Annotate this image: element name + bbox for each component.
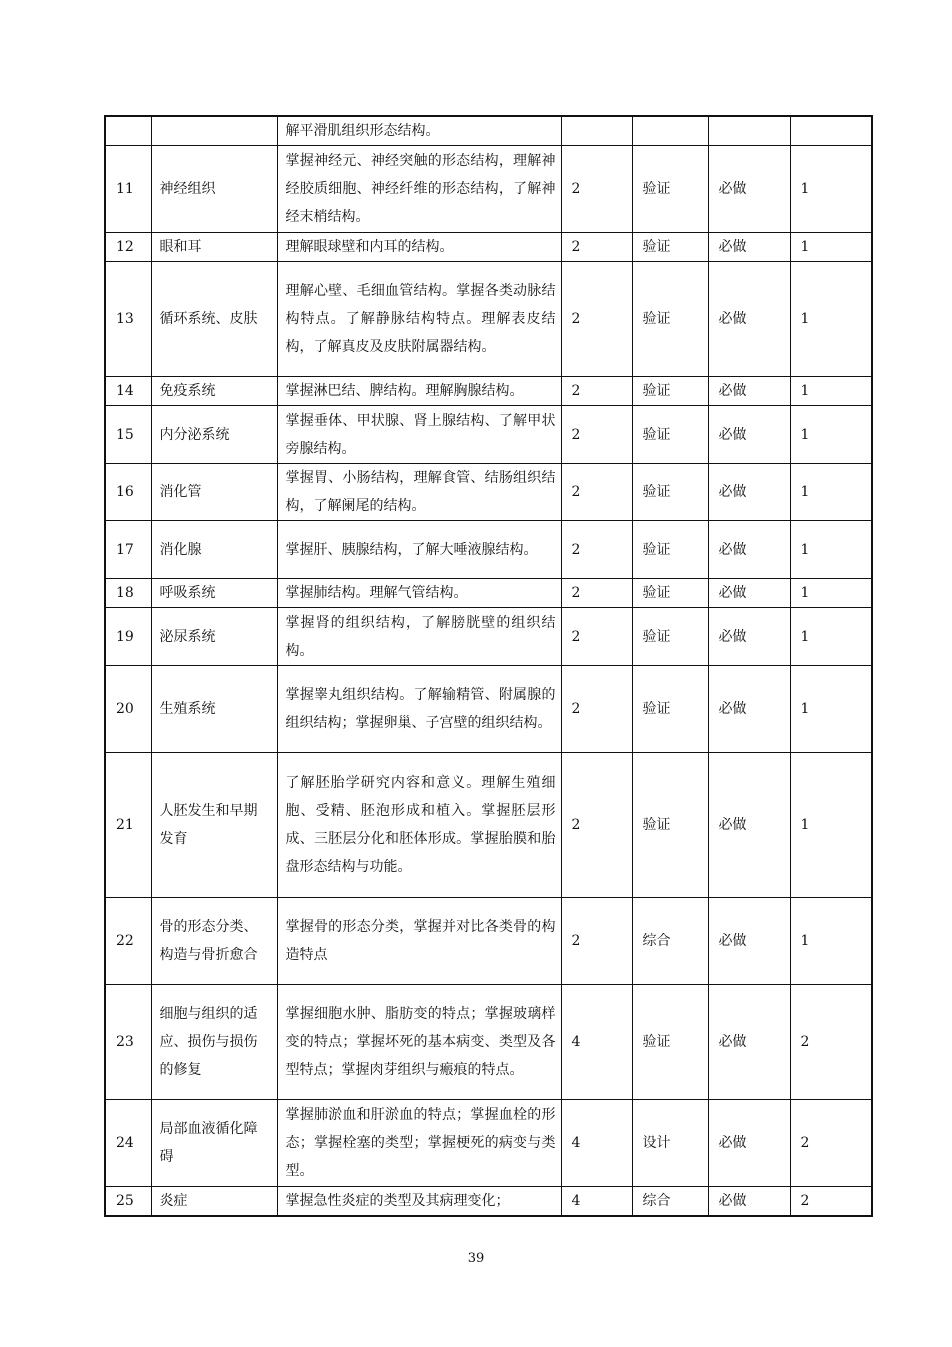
table-row	[105, 579, 872, 608]
page-number: 39	[467, 1251, 485, 1266]
experiment-type-cell	[632, 116, 708, 146]
row-number-cell: 14	[105, 377, 151, 406]
group-size-cell: 1	[790, 146, 872, 233]
experiment-name-cell: 眼和耳	[151, 233, 277, 262]
table-row	[105, 464, 872, 521]
group-size-cell: 1	[790, 579, 872, 608]
experiment-content-cell: 掌握睾丸组织结构。了解输精管、附属腺的组织结构；掌握卵巢、子宫壁的组织结构。	[277, 666, 561, 753]
experiment-name-cell: 免疫系统	[151, 377, 277, 406]
experiment-name-cell: 生殖系统	[151, 666, 277, 753]
row-number-cell	[105, 116, 151, 146]
row-number-cell: 11	[105, 146, 151, 233]
requirement-cell: 必做	[708, 406, 790, 464]
hours-cell: 2	[561, 898, 632, 985]
experiment-name-cell: 炎症	[151, 1187, 277, 1217]
experiment-type-cell: 验证	[632, 608, 708, 666]
requirement-cell: 必做	[708, 464, 790, 521]
experiment-content-cell: 解平滑肌组织形态结构。	[277, 116, 561, 146]
group-size-cell: 1	[790, 377, 872, 406]
experiment-content-cell: 掌握细胞水肿、脂肪变的特点；掌握玻璃样变的特点；掌握坏死的基本病变、类型及各型特点；掌握肉芽组织与瘢痕的特点。	[277, 985, 561, 1100]
experiment-table	[104, 115, 873, 1217]
row-number-cell: 25	[105, 1187, 151, 1217]
row-number-cell: 15	[105, 406, 151, 464]
table-row	[105, 1100, 872, 1187]
experiment-content-cell: 了解胚胎学研究内容和意义。理解生殖细胞、受精、胚泡形成和植入。掌握胚层形成、三胚层分化和胚体形成。掌握胎膜和胎盘形态结构与功能。	[277, 753, 561, 898]
experiment-type-cell: 验证	[632, 377, 708, 406]
experiment-content-cell: 掌握胃、小肠结构，理解食管、结肠组织结构，了解阑尾的结构。	[277, 464, 561, 521]
experiment-type-cell: 验证	[632, 406, 708, 464]
hours-cell: 2	[561, 464, 632, 521]
experiment-name-cell: 骨的形态分类、构造与骨折愈合	[151, 898, 277, 985]
experiment-type-cell: 验证	[632, 579, 708, 608]
hours-cell: 2	[561, 666, 632, 753]
group-size-cell: 1	[790, 262, 872, 377]
table-row	[105, 608, 872, 666]
row-number-cell: 13	[105, 262, 151, 377]
experiment-name-cell: 消化腺	[151, 521, 277, 579]
experiment-content-cell: 掌握垂体、甲状腺、肾上腺结构、了解甲状旁腺结构。	[277, 406, 561, 464]
row-number-cell: 17	[105, 521, 151, 579]
experiment-type-cell: 验证	[632, 464, 708, 521]
hours-cell: 2	[561, 377, 632, 406]
table-row	[105, 146, 872, 233]
requirement-cell: 必做	[708, 233, 790, 262]
requirement-cell: 必做	[708, 753, 790, 898]
table-row	[105, 406, 872, 464]
requirement-cell: 必做	[708, 579, 790, 608]
experiment-name-cell: 消化管	[151, 464, 277, 521]
row-number-cell: 19	[105, 608, 151, 666]
experiment-name-cell: 循环系统、皮肤	[151, 262, 277, 377]
hours-cell: 2	[561, 521, 632, 579]
row-number-cell: 12	[105, 233, 151, 262]
table-row	[105, 262, 872, 377]
requirement-cell: 必做	[708, 1187, 790, 1217]
experiment-name-cell: 神经组织	[151, 146, 277, 233]
group-size-cell: 1	[790, 898, 872, 985]
hours-cell: 2	[561, 608, 632, 666]
experiment-name-cell: 内分泌系统	[151, 406, 277, 464]
experiment-content-cell: 掌握肺结构。理解气管结构。	[277, 579, 561, 608]
hours-cell: 2	[561, 579, 632, 608]
requirement-cell: 必做	[708, 146, 790, 233]
requirement-cell: 必做	[708, 898, 790, 985]
requirement-cell: 必做	[708, 521, 790, 579]
table-row	[105, 666, 872, 753]
experiment-content-cell: 掌握肺淤血和肝淤血的特点；掌握血栓的形态；掌握栓塞的类型；掌握梗死的病变与类型。	[277, 1100, 561, 1187]
group-size-cell: 1	[790, 666, 872, 753]
experiment-type-cell: 验证	[632, 262, 708, 377]
table-row	[105, 1187, 872, 1217]
table-row	[105, 233, 872, 262]
row-number-cell: 22	[105, 898, 151, 985]
experiment-type-cell: 验证	[632, 233, 708, 262]
experiment-content-cell: 理解心壁、毛细血管结构。掌握各类动脉结构特点。了解静脉结构特点。理解表皮结构，了解真皮及皮肤附属器结构。	[277, 262, 561, 377]
experiment-type-cell: 综合	[632, 898, 708, 985]
table-row	[105, 753, 872, 898]
row-number-cell: 21	[105, 753, 151, 898]
hours-cell	[561, 116, 632, 146]
requirement-cell: 必做	[708, 1100, 790, 1187]
experiment-content-cell: 理解眼球壁和内耳的结构。	[277, 233, 561, 262]
group-size-cell: 2	[790, 985, 872, 1100]
row-number-cell: 18	[105, 579, 151, 608]
requirement-cell: 必做	[708, 262, 790, 377]
row-number-cell: 23	[105, 985, 151, 1100]
experiment-content-cell: 掌握神经元、神经突触的形态结构，理解神经胶质细胞、神经纤维的形态结构，了解神经末梢结构。	[277, 146, 561, 233]
table-row	[105, 377, 872, 406]
experiment-name-cell: 细胞与组织的适应、损伤与损伤的修复	[151, 985, 277, 1100]
row-number-cell: 16	[105, 464, 151, 521]
experiment-type-cell: 验证	[632, 985, 708, 1100]
requirement-cell: 必做	[708, 608, 790, 666]
group-size-cell: 1	[790, 521, 872, 579]
group-size-cell	[790, 116, 872, 146]
group-size-cell: 2	[790, 1100, 872, 1187]
hours-cell: 2	[561, 753, 632, 898]
requirement-cell: 必做	[708, 666, 790, 753]
hours-cell: 2	[561, 233, 632, 262]
table-row	[105, 521, 872, 579]
group-size-cell: 1	[790, 406, 872, 464]
experiment-type-cell: 验证	[632, 521, 708, 579]
hours-cell: 4	[561, 1100, 632, 1187]
requirement-cell	[708, 116, 790, 146]
experiment-name-cell: 人胚发生和早期发育	[151, 753, 277, 898]
group-size-cell: 1	[790, 464, 872, 521]
experiment-name-cell	[151, 116, 277, 146]
experiment-name-cell: 呼吸系统	[151, 579, 277, 608]
table-body	[105, 116, 872, 1216]
row-number-cell: 20	[105, 666, 151, 753]
experiment-content-cell: 掌握肾的组织结构，了解膀胱壁的组织结构。	[277, 608, 561, 666]
experiment-type-cell: 验证	[632, 666, 708, 753]
hours-cell: 2	[561, 146, 632, 233]
table-row	[105, 985, 872, 1100]
table-row	[105, 898, 872, 985]
group-size-cell: 2	[790, 1187, 872, 1217]
row-number-cell: 24	[105, 1100, 151, 1187]
group-size-cell: 1	[790, 233, 872, 262]
group-size-cell: 1	[790, 753, 872, 898]
experiment-content-cell: 掌握淋巴结、脾结构。理解胸腺结构。	[277, 377, 561, 406]
experiment-content-cell: 掌握骨的形态分类，掌握并对比各类骨的构造特点	[277, 898, 561, 985]
hours-cell: 2	[561, 406, 632, 464]
experiment-type-cell: 验证	[632, 146, 708, 233]
experiment-type-cell: 验证	[632, 753, 708, 898]
experiment-type-cell: 综合	[632, 1187, 708, 1217]
experiment-type-cell: 设计	[632, 1100, 708, 1187]
group-size-cell: 1	[790, 608, 872, 666]
experiment-name-cell: 局部血液循化障碍	[151, 1100, 277, 1187]
experiment-content-cell: 掌握肝、胰腺结构，了解大唾液腺结构。	[277, 521, 561, 579]
table-row	[105, 116, 872, 146]
experiment-content-cell: 掌握急性炎症的类型及其病理变化；	[277, 1187, 561, 1217]
requirement-cell: 必做	[708, 377, 790, 406]
hours-cell: 4	[561, 985, 632, 1100]
hours-cell: 4	[561, 1187, 632, 1217]
requirement-cell: 必做	[708, 985, 790, 1100]
hours-cell: 2	[561, 262, 632, 377]
experiment-name-cell: 泌尿系统	[151, 608, 277, 666]
